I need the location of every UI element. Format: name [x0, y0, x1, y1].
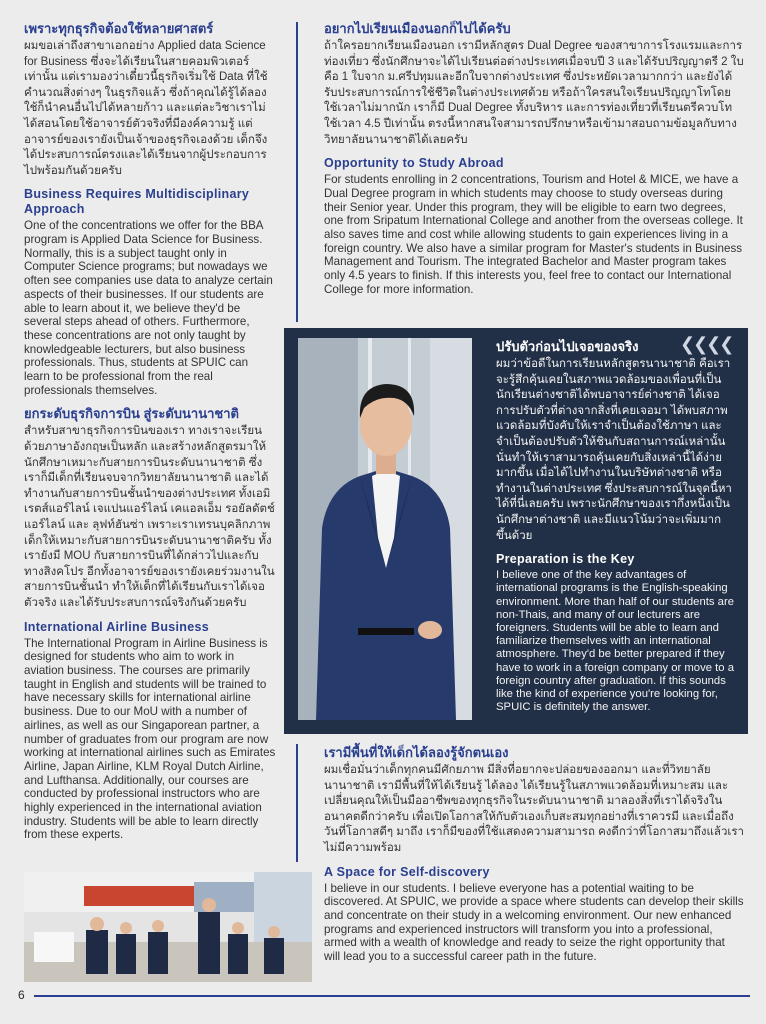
section-title-thai: เพราะทุกธุรกิจต้องใช้หลายศาสตร์	[24, 21, 214, 36]
box-title-thai: ปรับตัวก่อนไปเจอของจริง	[496, 339, 639, 354]
section-title-en: Opportunity to Study Abroad	[324, 156, 504, 171]
section-body-thai: สำหรับสาขาธุรกิจการบินของเรา ทางเราจะเรียนด้วยภาษาอังกฤษเป็นหลัก และสร้างหลักสูตรมาให้นักศึกษาเหมาะกับสายการบินระดับนานาชาติ ซึ่งเราก็มีเด็กที่เรียนจบจากวิทยาลัยนานาชาติ และได้ทำงานกับสายการบินชั้นนำของต่างประเทศ ทั้งเอมิเรตส์แอร์ไลน์ เจแปนแอร์ไลน์ เคแอลเอ็ม รอยัลดัตช์ แอร์ไลน์ และ ลุฟท์ฮันซ่า เพราะเราเทรนบุคลิกภาพเด็กให้เหมาะกับสายการบินระดับนานาชาติครับ ทั้งเรายังมี MOU กับสายการบินที่ได้กล่าวไปและกับทางสิงคโปร อีกทั้งอาจารย์ของเรายังเคยร่วมงานในสายการบินชั้นนำ ทำให้เด็กที่ได้เรียนกับเราได้เจอตัวจริง และได้รับประสบการณ์จริงกันด้วยครับ	[24, 425, 275, 610]
section-body-en: For students enrolling in 2 concentrations, Tourism and Hotel & MICE, we have a Dual Degree program in which students may choose to study overseas during their Senior year. Under this program, they will be eligible to earn two degrees, one from Sripatum International College and another from the overseas college. It also saves time and cost while allowing students to gain experiences living in a foreign country. We also have a similar program for Master's students in Business Management and Tourism. The integrated Bachelor and Master program takes only 4.5 years to finish. If this interests you, feel free to contact our International College for more information.	[324, 173, 743, 296]
section-body-en: I believe in our students. I believe everyone has a potential waiting to be discovered. At SPUIC, we provide a space where students can develop their skills and concentrate on their study in a welcoming environment. Our new enhanced programs and experienced instructors will transform you into a professional, armed with a wealth of knowledge and ready to seize the right opportunity that will lead you to a successful career path in the future.	[324, 881, 744, 964]
column-divider	[296, 22, 298, 322]
right-column-top	[324, 20, 744, 304]
section-title-thai: ยกระดับธุรกิจการบิน สู่ระดับนานาชาติ	[24, 406, 239, 422]
section-title-en: International Airline Business	[24, 619, 209, 634]
portrait-photo	[298, 338, 472, 720]
section-title-en: Business Requires Multidisciplinary Approach	[24, 187, 250, 217]
section-title-thai: เรามีพื้นที่ให้เด็กได้ลองรู้จักตนเอง	[324, 745, 509, 760]
portrait-illustration	[298, 338, 472, 720]
section-body-en: The International Program in Airline Business is designed for students who aim to work in aviation business. The courses are primarily taught in English and students will be trained to have necessary skills for international airline business. Due to our MoU with a number of airlines, as well as our Singaporean partner, a number of graduates from our program are now working at international airlines such as Emirates Airline, Japan Airline, KLM Royal Dutch Airline, and Lufthansa. Additionally, our courses are conducted by professional instructors who are highly experienced in the international aviation industry. Students will be able to learn directly from these experts.	[24, 636, 276, 842]
chevron-decoration-icon: ❮❮❮❮	[680, 334, 733, 354]
box-body-en: I believe one of the key advantages of international programs is the English-speaking environment. More than half of our students are non-Thais, and many of our lecturers are foreigners. Students will be able to learn and familiarize themselves with an international atmosphere. They'd be better prepared if they have to work in a foreign company or move to a foreign country after graduation. If this sounds like the kind of experience you're looking for, SPUIC is definitely the answer.	[496, 569, 734, 714]
column-divider	[296, 744, 298, 862]
left-column	[24, 20, 276, 850]
section-body-en: One of the concentrations we offer for the BBA program is Applied Data Science for Business. Normally, this is a subject taught only in Computer Science programs; but nowadays we often see companies use data to analyze certain aspects of their businesses. If our students are able to learn about it, we believe they'd be several steps ahead of others. Furthermore, these concentrations are not only taught by knowledgeable lecturers, but also business professionals. Thus, students at SPUIC can learn to be professional from the real professionals themselves.	[24, 219, 273, 397]
group-photo	[24, 872, 312, 982]
page-number: 6	[18, 988, 25, 1002]
box-body-thai: ผมว่าข้อดีในการเรียนหลักสูตรนานาชาติ คือเราจะรู้สึกคุ้นเคยในสภาพแวดล้อมของเพื่อนที่เป็นนักเรียนต่างชาติได้พบอาจารย์ต่างชาติ ได้เจอการปรับตัวที่ต่างจากสิ่งที่เคยเจอมา ได้พบสภาพแวดล้อมที่บังคับให้เราจำเป็นต้องใช้ภาษา และจำเป็นต้องปรับตัวให้ชินกับสถานการณ์เหล่านั้น นั่นทำให้เราสามารถคุ้นเคยกับสิ่งเหล่านี้ได้ง่ายมากขึ้น เมื่อได้ไปทำงานในบริษัทต่างชาติ หรือทำงานในต่างประเทศ ซึ่งประสบการณ์ในจุดนี้หาได้ที่นี่เลยครับ เพราะนักศึกษาของเรากึ่งหนึ่งเป็นนักศึกษาต่างชาติ และมีแนวโน้มว่าจะเพิ่มมากขึ้นด้วย	[496, 358, 732, 542]
box-title-en: Preparation is the Key	[496, 552, 635, 567]
section-body-thai: ผมขอเล่าถึงสาขาเอกอย่าง Applied data Science for Business ซึ่งจะได้เรียนในสายคอมพิวเตอร์เท่านั้น แต่เรามองว่าเดี๋ยวนี้ธุรกิจเริ่มใช้ Data ที่ใช้คำนวณสิ่งต่างๆ ในธุรกิจแล้ว ซึ่งถ้าคุณได้รู้ได้ลองใช้ก็นำคนอื่นไปได้หลายก้าว และแต่ละวิชาเราไม่ได้สอนโดยใช้อาจารย์ตัวจริงที่มีองค์ความรู้ แต่อาจารย์ของเรายังเป็นเจ้าของธุรกิจเองด้วย เด็กจึงได้ประสบการณ์ตรงและได้เรียนจากผู้ประกอบการไปพร้อมกันด้วยครับ	[24, 40, 268, 177]
feature-box	[284, 328, 748, 734]
footer-rule	[34, 995, 750, 997]
section-body-thai: ผมเชื่อมั่นว่าเด็กทุกคนมีศักยภาพ มีสิ่งที่อยากจะปล่อยของออกมา และที่วิทยาลัยนานาชาติ เรามีพื้นที่ให้ได้เรียนรู้ ได้ลอง ได้เรียนรู้ในสภาพแวดล้อมที่เหมาะสม และเปลี่ยนคุณให้เป็นมืออาชีพของทุกธุรกิจในระดับนานาชาติ มาลองสิ่งที่เราได้จริงในอนาคตดีกว่าครับ เพื่อเปิดโอกาสให้กับตัวเองเก็บสะสมทุกอย่างที่เราควรมี และเมื่อถึงวันที่โอกาสดีๆ มาถึง เราก็มีของที่ใช้แสดงความสามารถ คงดีกว่าที่โอกาสมาถึงแล้วเราไม่มีความพร้อม	[324, 764, 744, 854]
feature-box-text	[496, 338, 736, 722]
right-column-bottom	[324, 744, 744, 972]
group-photo-illustration	[24, 872, 312, 982]
section-body-thai: ถ้าใครอยากเรียนเมืองนอก เรามีหลักสูตร Dual Degree ของสาขาการโรงแรมและการท่องเที่ยว ซึ่งนักศึกษาจะได้ไปเรียนต่อต่างประเทศเมื่อจบปี 3 และได้รับปริญญาตรี 2 ใบ คือ 1 ใบจาก ม.ศรีปทุมและอีกใบจากต่างประเทศ ซึ่งประหยัดเวลามากกว่า และยังได้รับประสบการณ์การใช้ชีวิตในต่างประเทศด้วย หรือถ้าใครสนใจเรียนปริญญาโทโดยใช้เวลาไม่มากนัก เราก็มี Dual Degree ทั้งบริหาร และการท่องเที่ยวที่เรียนตรีควบโท ใช้เวลา 4.5 ปีเท่านั้น ตรงนี้หากสนใจสามารถปรึกษาหรือเข้ามาสอบถามข้อมูลกับทางวิทยาลัยนานาชาติได้เลยครับ	[324, 40, 744, 146]
section-title-en: A Space for Self-discovery	[324, 864, 490, 879]
section-title-thai: อยากไปเรียนเมืองนอกก็ไปได้ครับ	[324, 21, 511, 36]
